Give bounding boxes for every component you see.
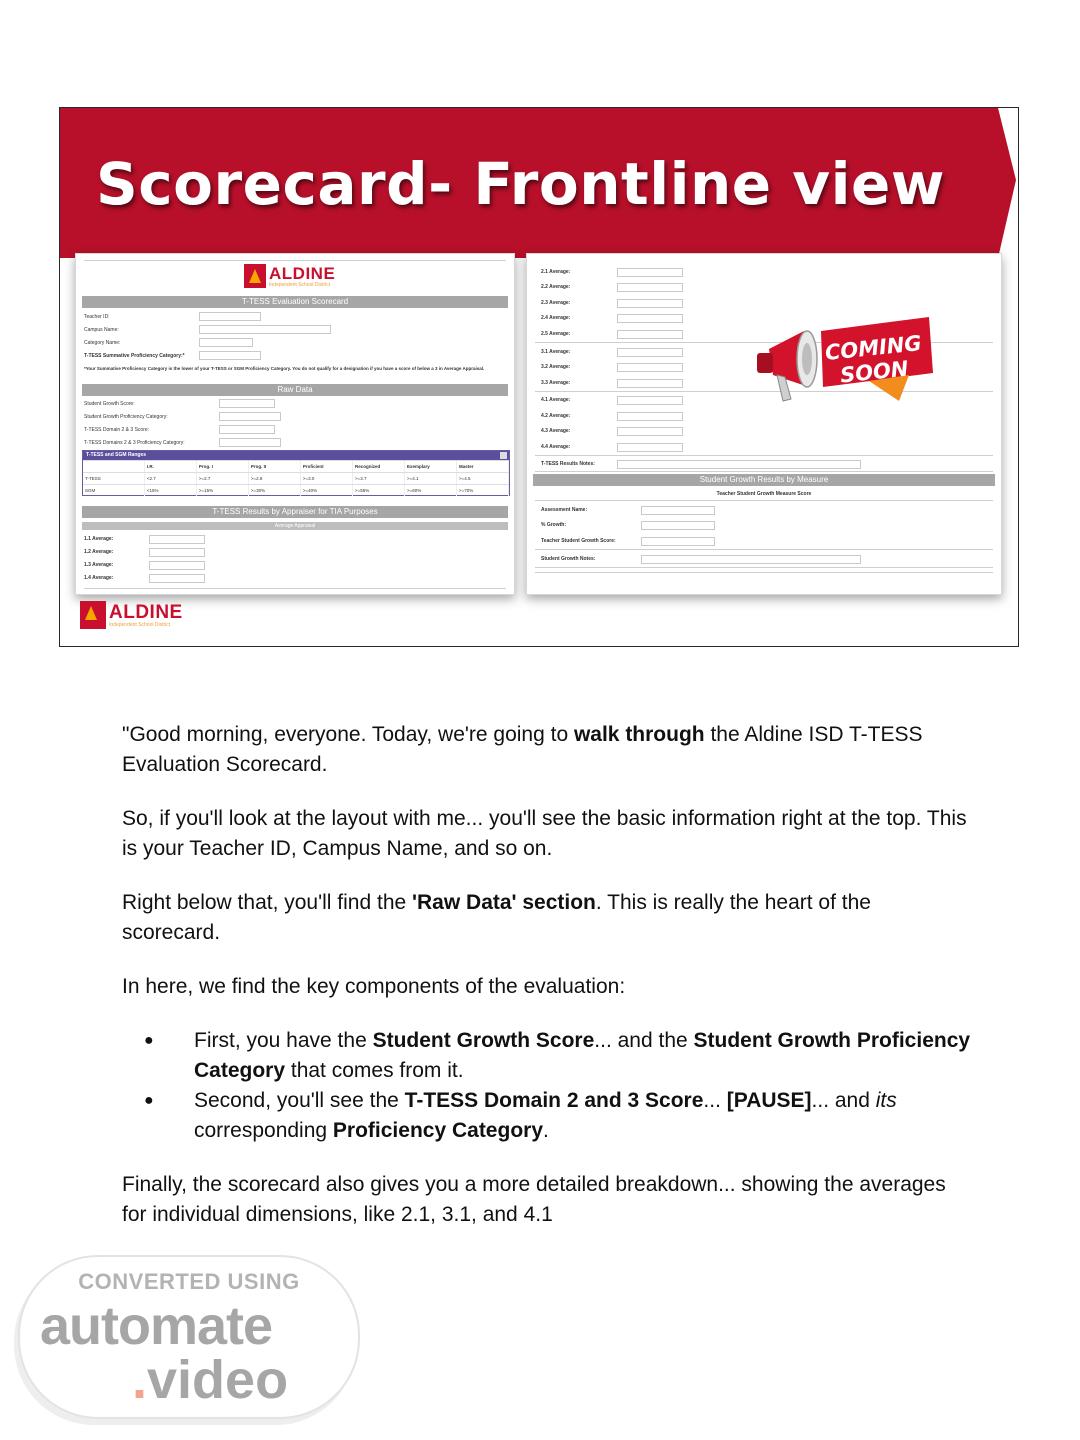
results-notes-label: T-TESS Results Notes:: [541, 461, 595, 467]
average-row: [541, 298, 683, 308]
average-row: [541, 282, 683, 292]
average-field[interactable]: [617, 299, 683, 308]
table-cell: Prog. II: [249, 461, 301, 472]
field-row-campus: [84, 325, 331, 334]
divider: [535, 455, 993, 456]
text-run: ...: [703, 1089, 727, 1112]
text-run-bold: [PAUSE]: [726, 1089, 812, 1112]
table-cell: <2.7: [145, 473, 197, 484]
average-row: [541, 395, 683, 405]
text-run-bold: walk through: [573, 723, 705, 746]
table-cell: Exemplary: [405, 461, 457, 472]
table-cell: >=2.7: [197, 473, 249, 484]
appraiser-header: T-TESS Results by Appraiser for TIA Purposes: [82, 506, 508, 518]
sgm-row: [541, 505, 715, 515]
text-run: Right below that, you'll find the: [122, 891, 413, 914]
average-label: 2.2 Average:: [541, 284, 571, 290]
table-cell: >=3.0: [301, 473, 353, 484]
table-cell: >=15%: [197, 485, 249, 496]
text-run-bold: 'Raw Data' section: [412, 891, 596, 914]
teacher-id-field[interactable]: [199, 312, 261, 321]
average-field[interactable]: [617, 314, 683, 323]
watermark-badge: [18, 1255, 360, 1419]
table-cell: >=4.5: [457, 473, 509, 484]
table-cell: >=2.8: [249, 473, 301, 484]
average-row: [541, 362, 683, 372]
average-field[interactable]: [617, 268, 683, 277]
raw-row: [84, 399, 275, 408]
assessment-name-field[interactable]: [641, 506, 715, 515]
coming-soon-line2: SOON: [838, 356, 910, 388]
field-label: Student Growth Proficiency Category:: [84, 413, 168, 420]
divider: [535, 567, 993, 568]
aldine-logo-icon: [244, 264, 266, 288]
table-cell: Recognized: [353, 461, 405, 472]
sgm-notes-row: [541, 554, 861, 564]
average-field[interactable]: [149, 561, 205, 570]
watermark-top-text: CONVERTED USING: [78, 1269, 300, 1294]
average-label: 2.1 Average:: [541, 269, 571, 275]
paragraph-components: In here, we find the key components of the evaluation:: [122, 975, 626, 998]
watermark-dot: .: [132, 1350, 148, 1410]
text-run-bold: Student Growth Proficiency Category: [194, 1029, 971, 1082]
sgm-notes-label: Student Growth Notes:: [541, 556, 596, 562]
field-label: Student Growth Score:: [84, 400, 135, 407]
divider: [84, 588, 506, 589]
text-run: "Good morning, everyone. Today, we're going to: [122, 723, 574, 746]
sgm-label: % Growth:: [541, 522, 566, 528]
average-row: [541, 411, 683, 421]
slide-title: Scorecard- Frontline view: [96, 150, 945, 218]
average-field[interactable]: [617, 348, 683, 357]
average-field[interactable]: [149, 548, 205, 557]
sgm-subheader: Teacher Student Growth Measure Score: [716, 491, 812, 497]
table-cell: >=60%: [405, 485, 457, 496]
field-row-summative: [84, 351, 261, 360]
divider: [535, 471, 993, 472]
table-cell: >=40%: [301, 485, 353, 496]
text-run: First, you have the: [194, 1029, 373, 1052]
table-cell: [83, 461, 145, 472]
average-appraisal-subheader: Average Appraisal: [82, 522, 508, 530]
coming-soon-line1: COMING: [823, 331, 923, 366]
average-row: [541, 267, 683, 277]
paragraph-intro: [122, 720, 972, 780]
list-item: [122, 1086, 972, 1146]
average-label: 1.1 Average:: [84, 536, 114, 542]
average-row: [84, 573, 205, 583]
logo-sub: Independent School District: [109, 621, 171, 628]
average-label: 3.3 Average:: [541, 380, 571, 386]
domain-score-field[interactable]: [219, 425, 275, 434]
results-notes-field[interactable]: [617, 460, 861, 469]
raw-row: [84, 425, 275, 434]
ranges-table-title-text: T-TESS and SGM Ranges: [86, 452, 147, 458]
table-cell: SGM: [83, 485, 145, 496]
expand-icon[interactable]: [500, 452, 507, 459]
megaphone-icon: [757, 331, 817, 401]
average-label: 1.4 Average:: [84, 575, 114, 581]
average-label: 1.3 Average:: [84, 562, 114, 568]
text-run-italic: its: [875, 1089, 897, 1112]
field-label: Teacher ID:: [84, 313, 110, 320]
average-label: 4.2 Average:: [541, 413, 571, 419]
sgm-row: [541, 536, 715, 546]
scorecard-header: T-TESS Evaluation Scorecard: [82, 296, 508, 308]
divider: [535, 572, 993, 573]
average-row: [84, 560, 205, 570]
average-label: 2.4 Average:: [541, 315, 571, 321]
average-field[interactable]: [617, 412, 683, 421]
list-item: [122, 1026, 972, 1086]
divider: [84, 260, 506, 261]
sgm-header: Student Growth Results by Measure: [533, 474, 995, 486]
watermark-suffix: [132, 1349, 288, 1411]
ranges-table-title: [83, 451, 509, 460]
average-field[interactable]: [617, 330, 683, 339]
sgm-notes-field[interactable]: [641, 555, 861, 564]
average-label: 2.3 Average:: [541, 300, 571, 306]
student-growth-score-field[interactable]: [641, 537, 715, 546]
average-label: 4.4 Average:: [541, 444, 571, 450]
sgm-row: [541, 520, 715, 530]
raw-data-header: Raw Data: [82, 384, 508, 396]
domain-category-field[interactable]: [219, 438, 281, 447]
raw-row: [84, 438, 281, 447]
average-label: 3.1 Average:: [541, 349, 571, 355]
table-row: [83, 472, 509, 484]
summative-category-field[interactable]: [199, 351, 261, 360]
text-run-bold: Proficiency Category: [332, 1119, 543, 1142]
average-label: 2.5 Average:: [541, 331, 571, 337]
text-run: corresponding: [194, 1119, 333, 1142]
average-row: [541, 426, 683, 436]
footer-aldine-logo: [80, 601, 183, 629]
field-row-category: [84, 338, 253, 347]
table-cell: Proficient: [301, 461, 353, 472]
paragraph-raw-data: [122, 888, 972, 948]
table-cell: >=70%: [457, 485, 509, 496]
average-label: 4.1 Average:: [541, 397, 571, 403]
average-field[interactable]: [617, 379, 683, 388]
field-row-teacher-id: [84, 312, 261, 321]
average-field[interactable]: [617, 443, 683, 452]
average-label: 3.2 Average:: [541, 364, 571, 370]
table-cell: Master: [457, 461, 509, 472]
average-field[interactable]: [617, 363, 683, 372]
sgm-label: Assessment Name:: [541, 507, 588, 513]
field-label: T-TESS Domains 2 & 3 Proficiency Category:: [84, 439, 185, 446]
table-cell: >=55%: [353, 485, 405, 496]
paragraph-breakdown: Finally, the scorecard also gives you a more detailed breakdown... showing the averages for individual dimensions, like 2.1, 3.1, and 4.1: [122, 1173, 946, 1226]
campus-name-field[interactable]: [199, 325, 331, 334]
watermark-brand-text: automate: [40, 1296, 273, 1356]
average-row: [541, 329, 683, 339]
logo-name: ALDINE: [109, 601, 183, 623]
table-cell: >=4.1: [405, 473, 457, 484]
table-cell: I.R.: [145, 461, 197, 472]
table-cell: Prog. I: [197, 461, 249, 472]
field-label: T-TESS Summative Proficiency Category:*: [84, 352, 185, 359]
average-row: [84, 534, 205, 544]
table-cell: <15%: [145, 485, 197, 496]
average-field[interactable]: [149, 574, 205, 583]
text-run: .: [543, 1119, 549, 1142]
student-growth-category-field[interactable]: [219, 412, 281, 421]
raw-row: [84, 412, 281, 421]
slide-frame: [59, 107, 1019, 647]
average-row: [541, 442, 683, 452]
scorecard-right-panel: [526, 253, 1002, 595]
logo-sub: Independent School District: [269, 281, 331, 288]
category-name-field[interactable]: [199, 338, 253, 347]
average-field[interactable]: [149, 535, 205, 544]
aldine-logo: [244, 264, 335, 288]
student-growth-score-field[interactable]: [219, 399, 275, 408]
table-header-row: [83, 460, 509, 472]
sgm-label: Teacher Student Growth Score:: [541, 538, 616, 544]
table-cell: >=3.7: [353, 473, 405, 484]
text-run: ... and: [811, 1089, 876, 1112]
average-row: [541, 313, 683, 323]
divider: [535, 500, 993, 501]
text-run: the Aldine ISD T-TESS Evaluation Scorecard.: [122, 723, 923, 776]
divider: [535, 549, 993, 550]
paragraph-layout: So, if you'll look at the layout with me... you'll see the basic information right at the top. This is your Teacher ID, Campus Name, and so on.: [122, 807, 967, 860]
table-cell: >=30%: [249, 485, 301, 496]
field-label: Category Name:: [84, 339, 121, 346]
text-run-bold: Student Growth Score: [372, 1029, 595, 1052]
scorecard-left-panel: [75, 253, 515, 595]
field-label: Campus Name:: [84, 326, 119, 333]
text-run: that comes from it.: [285, 1059, 464, 1082]
text-run: ... and the: [594, 1029, 694, 1052]
average-label: 1.2 Average:: [84, 549, 114, 555]
average-label: 4.3 Average:: [541, 428, 571, 434]
average-row: [541, 378, 683, 388]
average-field[interactable]: [617, 427, 683, 436]
growth-field[interactable]: [641, 521, 715, 530]
bullet-list: [122, 1026, 972, 1146]
average-field[interactable]: [617, 396, 683, 405]
average-field[interactable]: [617, 283, 683, 292]
logo-name: ALDINE: [269, 263, 336, 283]
table-cell: T-TESS: [83, 473, 145, 484]
table-row: [83, 484, 509, 496]
aldine-logo-icon: [80, 601, 106, 629]
coming-soon-badge: [749, 309, 939, 419]
text-run: Second, you'll see the: [194, 1089, 405, 1112]
average-row: [541, 347, 683, 357]
text-run-bold: T-TESS Domain 2 and 3 Score: [404, 1089, 704, 1112]
watermark-video-text: video: [147, 1350, 289, 1410]
summative-note: *Your Summative Proficiency Category is the lower of your T-TESS or SGM Proficiency Category. You do not qualify for a designation if you have a score of below a 3 in Average Appraisal.: [84, 366, 485, 371]
average-row: [84, 547, 205, 557]
speaker-notes: [122, 720, 972, 1254]
ranges-table: [82, 450, 510, 496]
field-label: T-TESS Domain 2 & 3 Score:: [84, 426, 150, 433]
text-run: . This is really the heart of the scorecard.: [122, 891, 871, 944]
results-notes-row: [541, 459, 861, 469]
